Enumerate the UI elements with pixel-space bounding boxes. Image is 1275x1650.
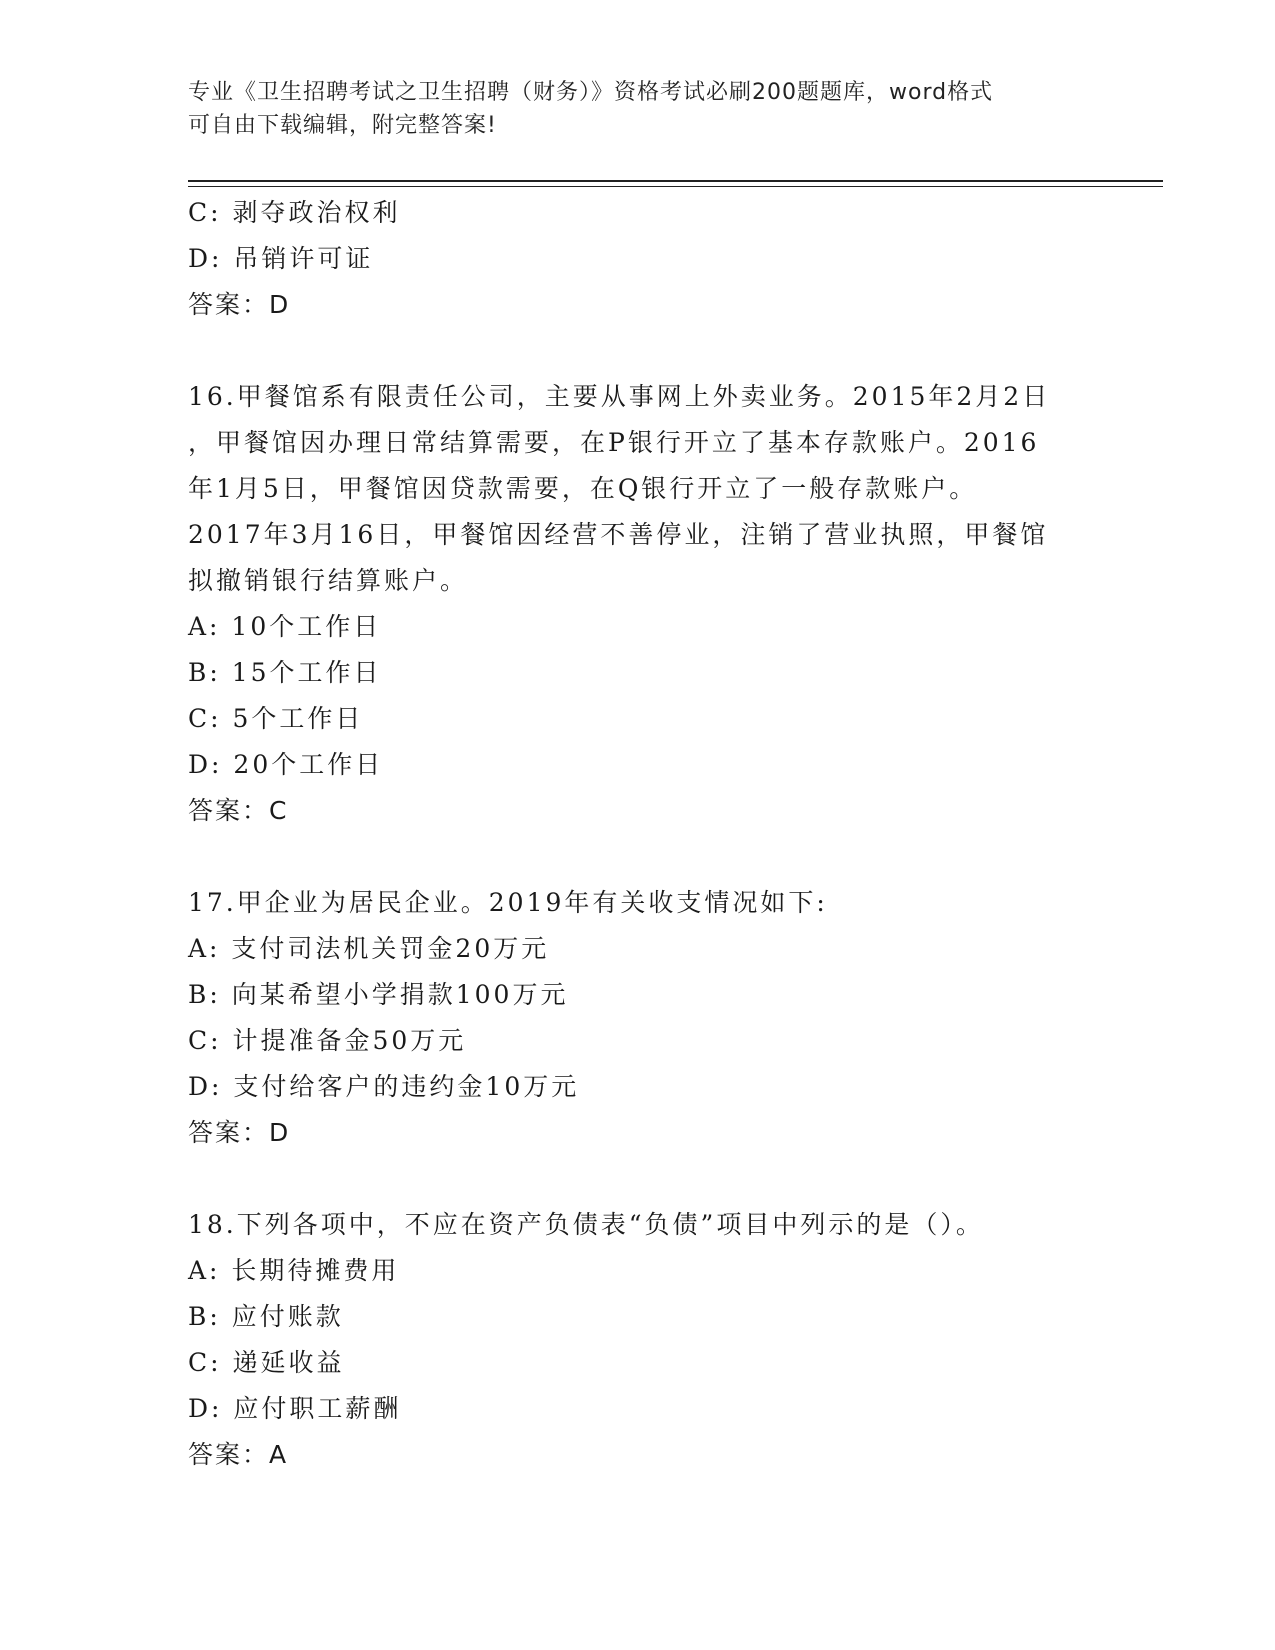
answer-line: 答案：C xyxy=(188,796,289,825)
option-c: C: 递延收益 xyxy=(188,1348,345,1377)
spacer xyxy=(188,834,1088,880)
spacer xyxy=(188,328,1088,374)
option-d: D: 支付给客户的违约金10万元 xyxy=(188,1072,580,1101)
question-stem-line: 16.甲餐馆系有限责任公司，主要从事网上外卖业务。2015年2月2日 xyxy=(188,382,1051,411)
document-header xyxy=(188,76,1088,142)
header-title-line-2: 可自由下载编辑，附完整答案! xyxy=(188,113,497,138)
option-d: D: 20个工作日 xyxy=(188,750,384,779)
answer-line: 答案：A xyxy=(188,1440,289,1469)
option-a: A: 支付司法机关罚金20万元 xyxy=(188,934,550,963)
question-17 xyxy=(188,880,1088,1156)
question-stem-line: 17.甲企业为居民企业。2019年有关收支情况如下: xyxy=(188,888,828,917)
question-18 xyxy=(188,1202,1088,1478)
question-15-continued xyxy=(188,190,1088,328)
question-stem-line: ，甲餐馆因办理日常结算需要，在P银行开立了基本存款账户。2016 xyxy=(188,428,1040,457)
answer-line: 答案：D xyxy=(188,1118,291,1147)
option-a: A: 10个工作日 xyxy=(188,612,382,641)
header-divider-thick xyxy=(188,180,1163,182)
option-c: C: 5个工作日 xyxy=(188,704,364,733)
option-d: D: 吊销许可证 xyxy=(188,244,374,273)
question-16 xyxy=(188,374,1088,834)
option-c: C: 计提准备金50万元 xyxy=(188,1026,467,1055)
header-divider-thin xyxy=(188,186,1163,187)
question-stem-line: 2017年3月16日，甲餐馆因经营不善停业，注销了营业执照，甲餐馆 xyxy=(188,520,1049,549)
spacer xyxy=(188,1156,1088,1202)
option-a: A: 长期待摊费用 xyxy=(188,1256,400,1285)
option-c: C: 剥夺政治权利 xyxy=(188,198,401,227)
option-d: D: 应付职工薪酬 xyxy=(188,1394,402,1423)
option-b: B: 应付账款 xyxy=(188,1302,344,1331)
question-stem-line: 年1月5日，甲餐馆因贷款需要，在Q银行开立了一般存款账户。 xyxy=(188,474,978,503)
question-content xyxy=(188,190,1088,1478)
question-stem-line: 18.下列各项中，不应在资产负债表“负债”项目中列示的是（）。 xyxy=(188,1210,984,1239)
header-title-line-1: 专业《卫生招聘考试之卫生招聘（财务）》资格考试必刷200题题库，word格式 xyxy=(188,80,994,105)
question-stem-line: 拟撤销银行结算账户。 xyxy=(188,566,469,595)
option-b: B: 向某希望小学捐款100万元 xyxy=(188,980,569,1009)
answer-line: 答案：D xyxy=(188,290,291,319)
option-b: B: 15个工作日 xyxy=(188,658,382,687)
